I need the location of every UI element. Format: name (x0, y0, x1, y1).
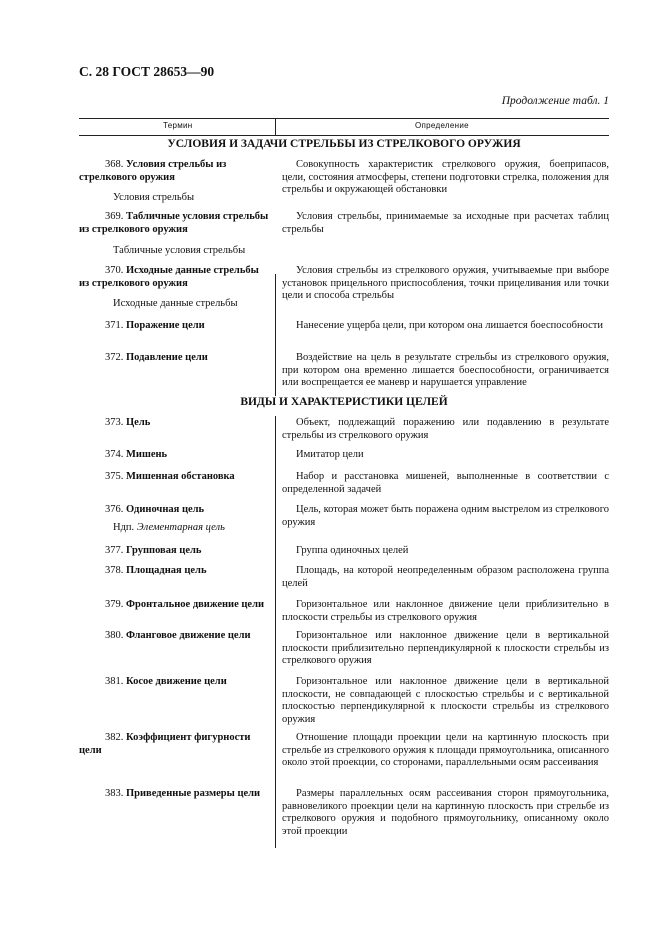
entry-definition: Имитатор цели (296, 449, 364, 460)
entry-definition: Горизонтальное или наклонное движение цели приблизительно в плоскости стрельбы из стрелкового оружия (282, 599, 609, 623)
term-entry (79, 211, 269, 236)
entry-definition: Площадь, на которой неопределенным образом расположена группа целей (282, 565, 609, 589)
synonym-prefix: Ндп. (113, 522, 135, 533)
entry-synonym: Исходные данные стрельбы (113, 298, 238, 309)
entry-term: Исходные данные стрельбы из стрелкового оружия (79, 265, 259, 289)
section-title: УСЛОВИЯ И ЗАДАЧИ СТРЕЛЬБЫ ИЗ СТРЕЛКОВОГО ОРУЖИЯ (167, 138, 521, 150)
entry-number: 382. (105, 732, 124, 743)
entry-term: Коэффициент фигурности цели (79, 732, 251, 756)
entry-term: Подавление цели (126, 352, 208, 363)
entry-definition: Воздействие на цель в результате стрельбы из стрелкового оружия, при котором она временно лишается боеспособности, ограничивается или воспрещается ее маневр и нарушается управление (282, 352, 609, 388)
entry-definition: Горизонтальное или наклонное движение цели в вертикальной плоскости, не совпадающей с плоскостью стрельбы и с вертикальной плоскостью перпендикулярной к плоскости стрельбы из стрелкового оружия (282, 676, 609, 725)
entry-definition: Объект, подлежащий поражению или подавлению в результате стрельбы из стрелкового оружия (282, 417, 609, 441)
entry-term: Табличные условия стрельбы из стрелкового оружия (79, 211, 269, 235)
entry-term: Приведенные размеры цели (126, 788, 261, 799)
header-divider (275, 118, 276, 135)
section-title: ВИДЫ И ХАРАКТЕРИСТИКИ ЦЕЛЕЙ (240, 396, 448, 408)
entry-term: Площадная цель (126, 565, 207, 576)
entry-definition: Совокупность характеристик стрелкового оружия, боеприпасов, цели, состояния атмосферы, степени подготовки стрелка, положения для стрельбы и окружающей обстановки (282, 159, 609, 195)
page-header: С. 28 ГОСТ 28653—90 (79, 64, 215, 79)
entry-number: 375. (105, 471, 124, 482)
term-entry (79, 630, 269, 643)
term-entry (79, 265, 269, 290)
entry-term: Условия стрельбы из стрелкового оружия (79, 159, 227, 183)
term-entry (79, 159, 269, 184)
term-entry (79, 417, 269, 430)
column-header-definition: Определение (415, 121, 469, 130)
entry-definition: Группа одиночных целей (296, 545, 409, 556)
entry-number: 380. (105, 630, 124, 641)
term-entry (79, 471, 269, 484)
term-entry (79, 788, 269, 801)
entry-term: Групповая цель (126, 545, 202, 556)
entry-number: 368. (105, 159, 124, 170)
entry-definition: Условия стрельбы, принимаемые за исходные при расчетах таблиц стрельбы (282, 211, 609, 235)
entry-term: Мишень (126, 449, 168, 460)
entry-number: 371. (105, 320, 124, 331)
entry-definition: Горизонтальное или наклонное движение цели в вертикальной плоскости приблизительно перпендикулярной к плоскости стрельбы из стрелкового оружия (282, 630, 609, 666)
table-header-rule (79, 135, 609, 136)
entry-number: 374. (105, 449, 124, 460)
entry-synonym (113, 522, 273, 535)
entry-definition: Набор и расстановка мишеней, выполненные в соответствии с определенной задачей (282, 471, 609, 495)
term-entry (79, 352, 269, 365)
entry-definition: Размеры параллельных осям рассеивания сторон прямоугольника, равновеликого проекции цели на картинную плоскость при стрельбе из стрелкового оружия и подобного прямоугольнику, описанному около этой проекции (282, 788, 609, 837)
entry-definition: Отношение площади проекции цели на картинную плоскость при стрельбе из стрелкового оружия к площади прямоугольника, описанного около этой проекции, со сторонами, параллельными осям рассеивания (282, 732, 609, 768)
term-entry (79, 545, 269, 558)
entry-number: 372. (105, 352, 124, 363)
entry-synonym: Условия стрельбы (113, 192, 195, 203)
terms-table (79, 118, 609, 848)
entry-term: Одиночная цель (126, 504, 205, 515)
entry-definition: Условия стрельбы из стрелкового оружия, учитываемые при выборе установок прицельного приспособления, точки прицеливания или точки цели и способа стрельбы (282, 265, 609, 301)
table-top-rule (79, 118, 609, 119)
entry-term: Поражение цели (126, 320, 205, 331)
entry-synonym: Табличные условия стрельбы (113, 245, 246, 256)
entry-term: Цель (126, 417, 151, 428)
entry-number: 381. (105, 676, 124, 687)
term-entry (79, 504, 269, 517)
entry-number: 378. (105, 565, 124, 576)
deprecated-synonym: Элементарная цель (136, 522, 225, 533)
entry-number: 370. (105, 265, 124, 276)
entry-number: 383. (105, 788, 124, 799)
term-entry (79, 732, 269, 757)
entry-term: Мишенная обстановка (126, 471, 235, 482)
term-entry (79, 676, 269, 689)
entry-number: 369. (105, 211, 124, 222)
entry-definition: Цель, которая может быть поражена одним выстрелом из стрелкового оружия (282, 504, 609, 528)
term-entry (79, 449, 269, 462)
term-entry (79, 565, 269, 578)
entry-number: 379. (105, 599, 124, 610)
term-entry (79, 599, 269, 612)
entry-number: 377. (105, 545, 124, 556)
entry-term: Фронтальное движение цели (126, 599, 265, 610)
entry-number: 376. (105, 504, 124, 515)
column-divider-1 (275, 274, 276, 396)
continuation-note: Продолжение табл. 1 (501, 95, 609, 107)
column-header-term: Термин (163, 121, 193, 130)
column-divider-2 (275, 416, 276, 848)
entry-term: Фланговое движение цели (126, 630, 251, 641)
entry-definition: Нанесение ущерба цели, при котором она лишается боеспособности (296, 320, 604, 331)
term-entry (79, 320, 269, 333)
entry-number: 373. (105, 417, 124, 428)
entry-term: Косое движение цели (126, 676, 227, 687)
